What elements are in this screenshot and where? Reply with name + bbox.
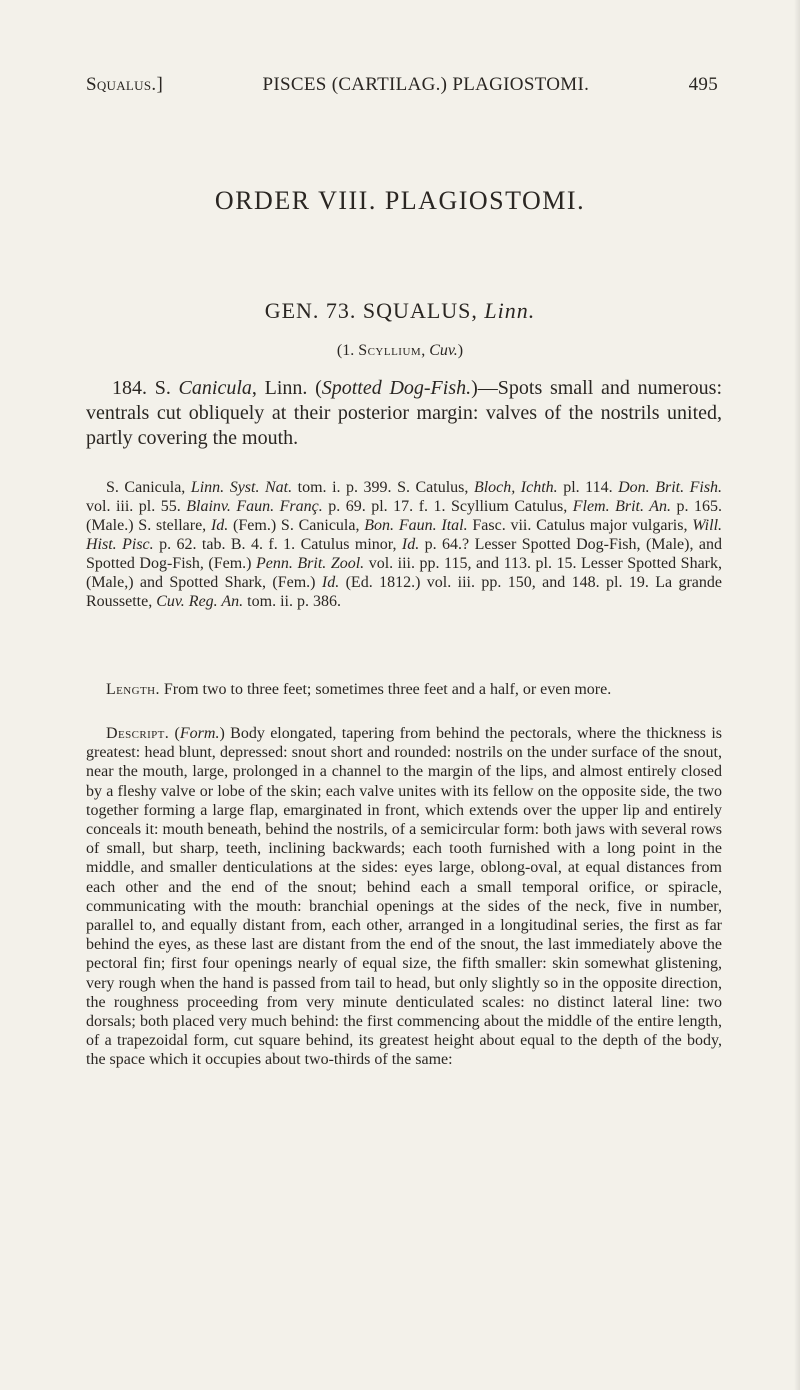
ref-work: Cuv. Reg. An. bbox=[156, 593, 244, 610]
synonymy-references bbox=[86, 478, 722, 611]
synonym-author: Cuv. bbox=[429, 342, 458, 359]
synonym-open: (1. bbox=[336, 342, 359, 359]
order-heading: ORDER VIII. PLAGIOSTOMI. bbox=[214, 186, 586, 215]
page-number: 495 bbox=[688, 74, 718, 95]
ref-work: Id. bbox=[401, 536, 420, 553]
ref-work: Bon. Faun. Ital. bbox=[364, 517, 468, 534]
species-name: Canicula bbox=[178, 377, 252, 399]
running-head bbox=[86, 74, 718, 96]
length-text: From two to three feet; sometimes three feet and a half, or even more. bbox=[159, 681, 612, 698]
ref-work: Linn. Syst. Nat. bbox=[190, 479, 293, 496]
genus-synonym bbox=[0, 342, 800, 360]
ref-work: Flem. Brit. An. bbox=[572, 498, 671, 515]
genus-name: GEN. 73. SQUALUS, bbox=[264, 298, 485, 323]
length-label: Length. bbox=[106, 681, 160, 698]
synonym-sep: , bbox=[421, 342, 430, 359]
species-entry bbox=[86, 376, 722, 451]
ref-text: p. 69. pl. 17. f. 1. Scyllium Catulus, bbox=[322, 498, 573, 515]
genus-heading bbox=[0, 298, 800, 324]
synonym-close: ) bbox=[457, 342, 464, 359]
length-section bbox=[86, 680, 722, 699]
form-open: ( bbox=[169, 725, 180, 742]
running-head-title: PISCES (CARTILAG.) PLAGIOSTOMI. bbox=[262, 74, 590, 95]
species-common-name: Spotted Dog-Fish. bbox=[321, 377, 472, 399]
ref-text: tom. i. p. 399. S. Catulus, bbox=[292, 479, 474, 496]
ref-text: Fasc. vii. Catulus major vulgaris, bbox=[467, 517, 693, 534]
species-diagnosis bbox=[86, 376, 722, 451]
ref-text: pl. 114. bbox=[557, 479, 619, 496]
ref-text: (Fem.) S. Canicula, bbox=[228, 517, 365, 534]
ref-work: Blainv. Faun. Franç. bbox=[186, 498, 323, 515]
species-genus-abbr: S. bbox=[147, 377, 179, 399]
ref-work: Id. bbox=[210, 517, 229, 534]
ref-work: Penn. Brit. Zool. bbox=[256, 555, 365, 572]
species-diagnosis-text: )—Spots small and numerous: ventrals cut obliquely at their posterior margin: valves of the nostrils united, partly covering the mouth. bbox=[86, 377, 722, 449]
description-paragraph bbox=[86, 724, 722, 1070]
genus-authority: Linn. bbox=[484, 298, 536, 323]
ref-work: Will. Hist. Pisc. bbox=[86, 517, 723, 553]
running-head-section: Squalus.] bbox=[86, 74, 164, 95]
ref-text: vol. iii. pp. 115, and 113. pl. 15. Lesser Spotted Shark, (Male,) and Spotted Shark, (Fem.) bbox=[86, 555, 723, 591]
form-label: Form. bbox=[179, 725, 220, 742]
ref-text: tom. ii. p. 386. bbox=[243, 593, 341, 610]
species-number: 184. bbox=[112, 377, 147, 399]
ref-work: Don. Brit. Fish. bbox=[618, 479, 723, 496]
description-label: Descript. bbox=[106, 725, 170, 742]
page-edge-shadow bbox=[794, 0, 800, 1390]
references-paragraph bbox=[86, 478, 722, 611]
ref-work: Id. bbox=[321, 574, 340, 591]
ref-work: Bloch, Ichth. bbox=[473, 479, 558, 496]
ref-text: (Ed. 1812.) vol. iii. pp. 150, and 148. pl. 19. La grande Roussette, bbox=[86, 574, 723, 610]
form-close: ) bbox=[219, 725, 225, 742]
species-authority: , Linn. ( bbox=[251, 377, 322, 399]
ref-text: p. 165. (Male.) S. stellare, bbox=[86, 498, 722, 534]
description-text: Body elongated, tapering from behind the pectorals, where the thickness is greatest: head blunt, depressed: snout short and rounded: nostrils on the under surface of the snout, near the mouth, large, prolonged in a channel to the margin of the lips, and almost entirely closed by a fleshy valve or lobe of the skin; each valve unites with its fellow on the opposite side, the two together forming a large flap, emarginated in front, which extends over the upper lip and entirely conceals it: mouth beneath, behind the nostrils, of a semicircular form: both jaws with several rows of small, but sharp, teeth, inclining backwards; each tooth furnished with a long point in the middle, and smaller denticulations at the sides: eyes large, oblong-oval, at equal distances from each other and the end of the snout; behind each a small temporal orifice, or spiracle, communicating with the mouth: branchial openings at the sides of the neck, five in number, parallel to, and equally distant from, each other, arranged in a longitudinal series, the first as far behind the eyes, as these last are distant from the end of the snout, the last immediately above the pectoral fin; first four openings nearly of equal size, the fifth smaller: skin somewhat glistening, very rough when the hand is passed from tail to head, but only slightly so in the opposite direction, the roughness proceeding from very minute denticulated scales: no distinct lateral line: two dorsals; both placed very much behind: the first commencing about the middle of the entire length, of a trapezoidal form, cut square behind, its greatest height about equal to the depth of the body, the space which it occupies about two-thirds of the same: bbox=[86, 725, 723, 1069]
length-paragraph bbox=[86, 680, 722, 699]
ref-text: p. 64.? Lesser Spotted Dog-Fish, (Male), and Spotted Dog-Fish, (Fem.) bbox=[86, 536, 722, 572]
ref-text: vol. iii. pl. 55. bbox=[86, 498, 187, 515]
ref-text: p. 62. tab. B. 4. f. 1. Catulus minor, bbox=[153, 536, 402, 553]
ref-text: S. Canicula, bbox=[106, 479, 191, 496]
synonym-name: Scyllium bbox=[358, 342, 422, 359]
description-section bbox=[86, 724, 722, 1070]
